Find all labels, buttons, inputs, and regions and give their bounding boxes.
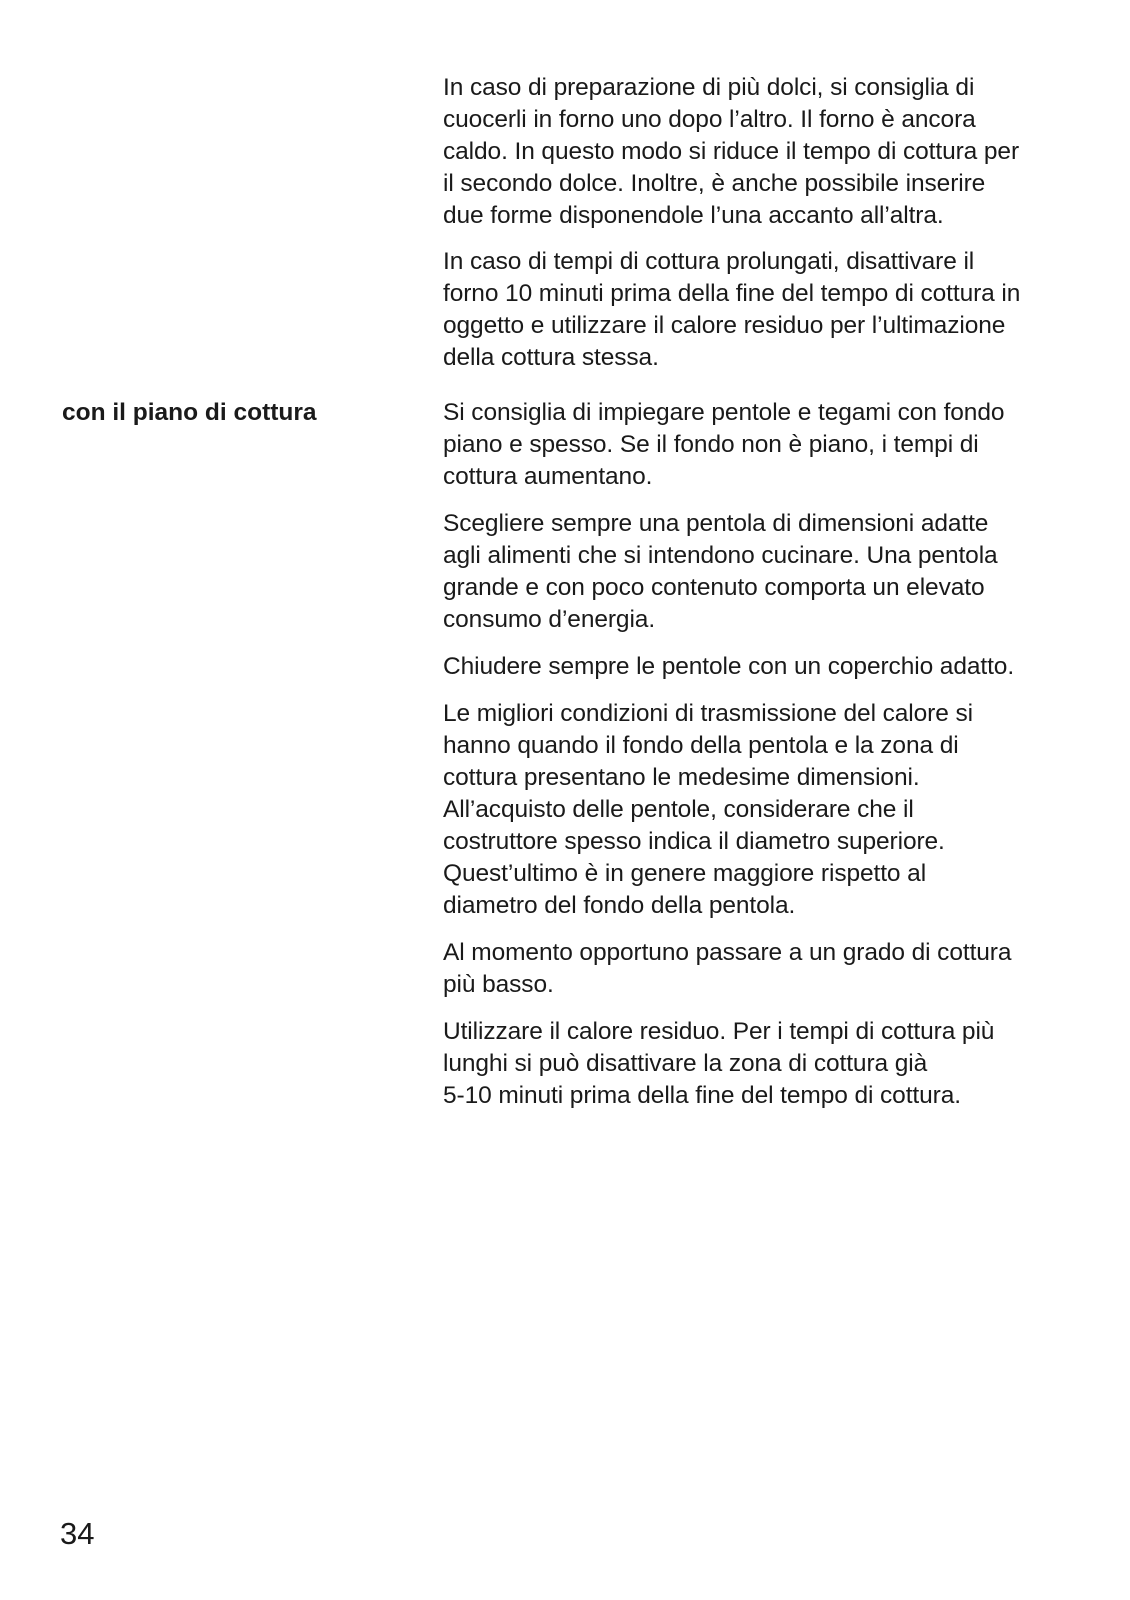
text-line: In caso di preparazione di più dolci, si consiglia di	[443, 74, 975, 101]
paragraph	[443, 651, 1083, 683]
section-heading: con il piano di cottura	[62, 399, 317, 426]
text-line: costruttore spesso indica il diametro superiore.	[443, 828, 945, 855]
hob-tips-text	[443, 397, 1083, 1112]
oven-tips-text	[443, 72, 1083, 374]
text-line: della cottura stessa.	[443, 344, 659, 371]
text-line: agli alimenti che si intendono cucinare. Una pentola	[443, 542, 998, 569]
paragraph	[443, 397, 1083, 493]
text-line: oggetto e utilizzare il calore residuo per l’ultimazione	[443, 312, 1006, 339]
text-line: caldo. In questo modo si riduce il tempo di cottura per	[443, 138, 1020, 165]
text-line: Al momento opportuno passare a un grado di cottura	[443, 939, 1012, 966]
text-line: diametro del fondo della pentola.	[443, 892, 796, 919]
text-line: grande e con poco contenuto comporta un elevato	[443, 574, 985, 601]
text-line: Scegliere sempre una pentola di dimensioni adatte	[443, 510, 989, 537]
text-line: forno 10 minuti prima della fine del tempo di cottura in	[443, 280, 1021, 307]
text-line: lunghi si può disattivare la zona di cottura già	[443, 1050, 928, 1077]
text-line: All’acquisto delle pentole, considerare che il	[443, 796, 914, 823]
page-number: 34	[60, 1516, 95, 1551]
paragraph	[443, 698, 1083, 922]
text-line: Utilizzare il calore residuo. Per i tempi di cottura più	[443, 1018, 995, 1045]
text-line: consumo d’energia.	[443, 606, 656, 633]
paragraph	[443, 508, 1083, 636]
text-line: cottura presentano le medesime dimensioni.	[443, 764, 920, 791]
text-line: cuocerli in forno uno dopo l’altro. Il forno è ancora	[443, 106, 976, 133]
text-line: Quest’ultimo è in genere maggiore rispetto al	[443, 860, 927, 887]
paragraph	[443, 1016, 1083, 1112]
paragraph	[443, 72, 1083, 232]
text-line: hanno quando il fondo della pentola e la zona di	[443, 732, 959, 759]
paragraph	[443, 246, 1083, 374]
paragraph	[443, 937, 1083, 1001]
text-line: In caso di tempi di cottura prolungati, disattivare il	[443, 248, 975, 275]
text-line: 5-10 minuti prima della fine del tempo di cottura.	[443, 1082, 961, 1109]
text-line: due forme disponendole l’una accanto all’altra.	[443, 202, 944, 229]
text-line: più basso.	[443, 971, 554, 998]
text-line: il secondo dolce. Inoltre, è anche possibile inserire	[443, 170, 986, 197]
text-line: Si consiglia di impiegare pentole e tegami con fondo	[443, 399, 1005, 426]
text-line: cottura aumentano.	[443, 463, 653, 490]
text-line: Le migliori condizioni di trasmissione del calore si	[443, 700, 973, 727]
text-line: Chiudere sempre le pentole con un coperchio adatto.	[443, 653, 1015, 680]
text-line: piano e spesso. Se il fondo non è piano, i tempi di	[443, 431, 979, 458]
